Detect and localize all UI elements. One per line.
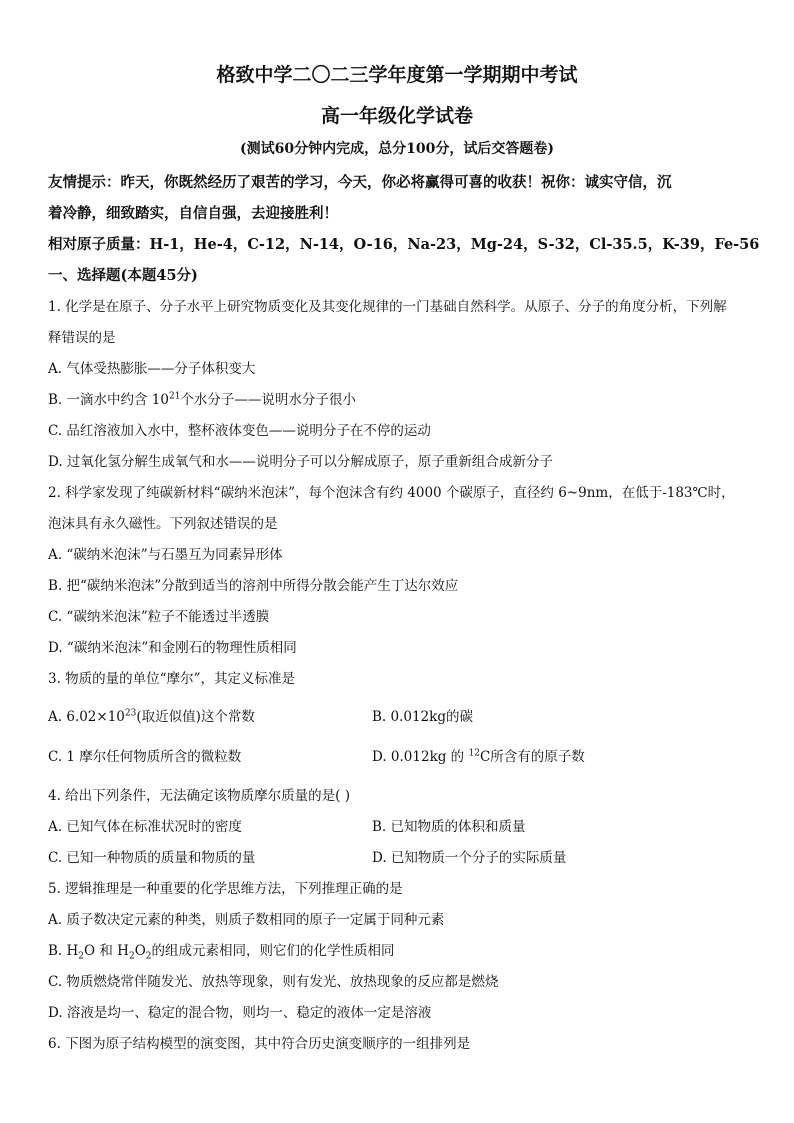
q1-stem-2: 释错误的是 [48, 330, 116, 346]
q4-option-c: C. 已知一种物质的质量和物质的量 [48, 850, 256, 866]
q3-stem: 3. 物质的量的单位“摩尔”，其定义标准是 [48, 671, 295, 687]
q2-option-c: C. “碳纳米泡沫”粒子不能透过半透膜 [48, 609, 270, 625]
q3-d-text-end: C所含有的原子数 [479, 749, 585, 765]
q1-stem-1: 1. 化学是在原子、分子水平上研究物质变化及其变化规律的一门基础自然科学。从原子、分子的角度分析，下列解 [48, 299, 727, 315]
q5-option-a: A. 质子数决定元素的种类，则质子数相同的原子一定属于同种元素 [48, 912, 445, 928]
tips-line-1: 友情提示：昨天，你既然经历了艰苦的学习，今天，你必将赢得可喜的收获！祝你：诚实守信，沉 [48, 174, 672, 191]
q5-b-text-1: B. H [48, 943, 79, 959]
q3-d-text: D. 0.012kg 的 [372, 749, 469, 765]
q3-a-text: A. 6.02×10 [48, 709, 125, 725]
q2-option-d: D. “碳纳米泡沫”和金刚石的物理性质相同 [48, 640, 297, 656]
exam-note: (测试60分钟内完成，总分100分，试后交答题卷) [240, 141, 554, 157]
q5-b-text-3: O [134, 943, 146, 959]
q2-stem-2: 泡沫具有永久磁性。下列叙述错误的是 [48, 516, 278, 532]
exam-subtitle: 高一年级化学试卷 [320, 105, 473, 127]
q6-stem: 6. 下图为原子结构模型的演变图，其中符合历史演变顺序的一组排列是 [48, 1036, 471, 1052]
q2-stem-1: 2. 科学家发现了纯碳新材料“碳纳米泡沫”，每个泡沫含有约 4000 个碳原子，直径约 6~9nm，在低于-183℃时， [48, 485, 735, 501]
q1-option-b [48, 388, 356, 408]
q5-b-text-4: 的组成元素相同，则它们的化学性质相同 [151, 943, 395, 959]
exam-title: 格致中学二〇二三学年度第一学期期中考试 [216, 64, 578, 86]
q4-option-d: D. 已知物质一个分子的实际质量 [372, 850, 567, 866]
q1-b-exponent: 21 [168, 391, 181, 402]
q5-b-subscript-1: 2 [78, 951, 85, 962]
q2-option-b: B. 把“碳纳米泡沫”分散到适当的溶剂中所得分散会能产生丁达尔效应 [48, 578, 459, 594]
tips-line-2: 着冷静，细致踏实，自信自强，去迎接胜利！ [48, 205, 338, 222]
q1-option-d: D. 过氧化氢分解生成氧气和水——说明分子可以分解成原子，原子重新组合成新分子 [48, 454, 553, 470]
q3-d-mass-number: 12 [468, 748, 480, 759]
q4-option-b: B. 已知物质的体积和质量 [372, 819, 526, 835]
q3-option-c: C. 1 摩尔任何物质所含的微粒数 [48, 749, 242, 765]
q3-option-b: B. 0.012kg的碳 [372, 709, 473, 725]
q4-option-a: A. 已知气体在标准状况时的密度 [48, 819, 242, 835]
q1-option-a: A. 气体受热膨胀——分子体积变大 [48, 361, 256, 377]
q3-a-exponent: 23 [124, 708, 137, 719]
section-heading: 一、选择题(本题45分) [48, 267, 198, 284]
q5-option-c: C. 物质燃烧常伴随发光、放热等现象，则有发光、放热现象的反应都是燃烧 [48, 974, 499, 990]
q5-b-subscript-2: 2 [128, 951, 135, 962]
q5-b-text-2: O 和 H [84, 943, 129, 959]
q3-a-text-end: (取近似值)这个常数 [136, 709, 255, 725]
q5-b-subscript-3: 2 [145, 951, 152, 962]
q4-stem: 4. 给出下列条件，无法确定该物质摩尔质量的是( ) [48, 788, 350, 804]
q5-stem: 5. 逻辑推理是一种重要的化学思维方法，下列推理正确的是 [48, 881, 403, 897]
q1-b-text-end: 个水分子——说明水分子很小 [180, 392, 356, 408]
atomic-mass-line: 相对原子质量：H-1，He-4，C-12，N-14，O-16，Na-23，Mg-24，S-32，Cl-35.5，K-39，Fe-56 [48, 236, 760, 253]
q1-option-c: C. 品红溶液加入水中，整杯液体变色——说明分子在不停的运动 [48, 423, 431, 439]
q5-option-b [48, 939, 395, 962]
q2-option-a: A. “碳纳米泡沫”与石墨互为同素异形体 [48, 547, 283, 563]
q1-b-text: B. 一滴水中约含 10 [48, 392, 169, 408]
q3-option-a [48, 705, 255, 725]
q5-option-d: D. 溶液是均一、稳定的混合物，则均一、稳定的液体一定是溶液 [48, 1005, 432, 1021]
q3-option-d [372, 745, 585, 765]
